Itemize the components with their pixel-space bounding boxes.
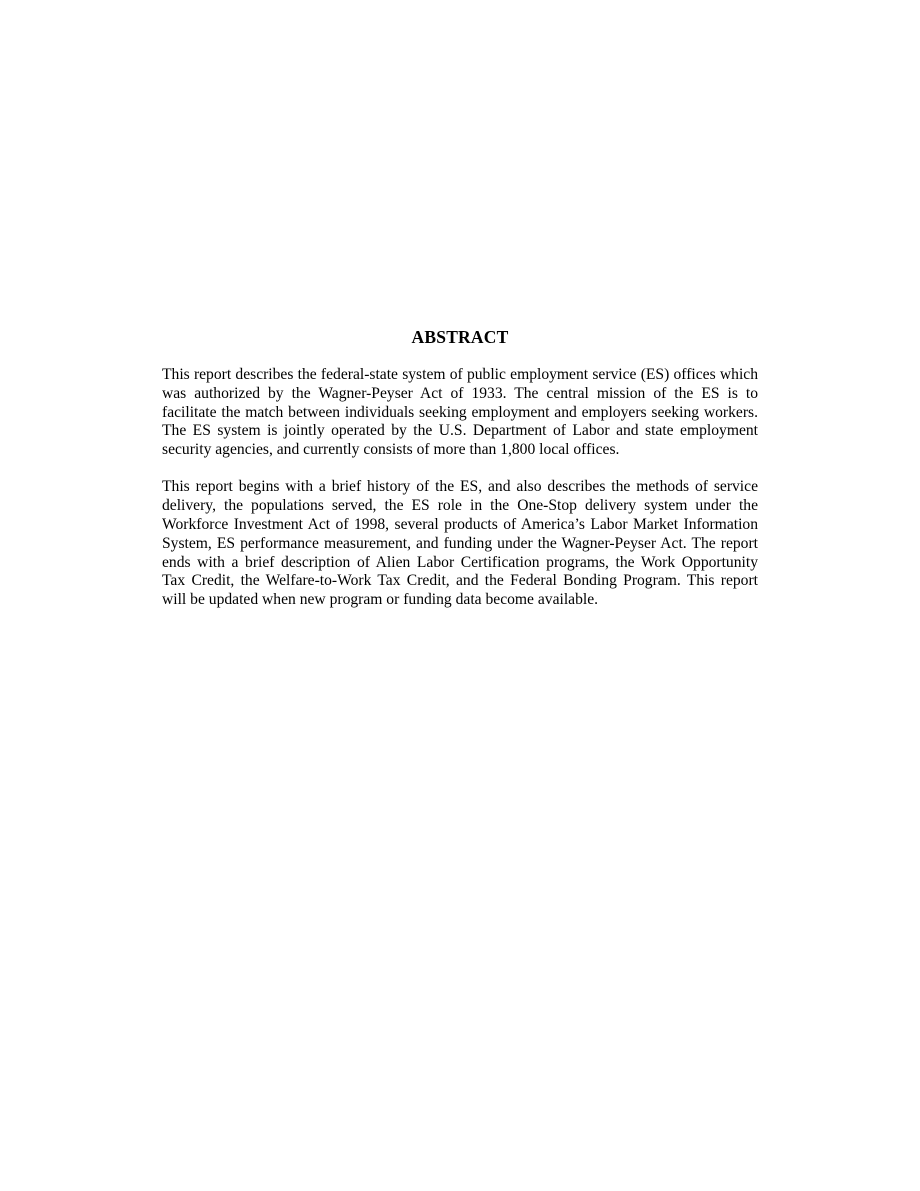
paragraph-line: This report begins with a brief history of the ES, and also describes the methods of service [162, 478, 758, 496]
paragraph-line: ends with a brief description of Alien Labor Certification programs, the Work Opportunity [162, 553, 758, 571]
paragraph-line: security agencies, and currently consists of more than 1,800 local offices. [162, 441, 620, 459]
paragraph-line: Workforce Investment Act of 1998, several products of America’s Labor Market Information [162, 516, 758, 534]
abstract-paragraph-2 [162, 478, 758, 610]
paragraph-line: will be updated when new program or funding data become available. [162, 591, 599, 609]
abstract-paragraph-1 [162, 366, 758, 460]
paragraph-spacer [162, 460, 758, 479]
abstract-title: ABSTRACT [411, 327, 509, 347]
paragraph-line: was authorized by the Wagner-Peyser Act of 1933. The central mission of the ES is to [162, 384, 758, 402]
paragraph-line: Tax Credit, the Welfare-to-Work Tax Credit, and the Federal Bonding Program. This report [162, 572, 758, 590]
paragraph-line: delivery, the populations served, the ES role in the One-Stop delivery system under the [162, 497, 758, 515]
paragraph-line: facilitate the match between individuals seeking employment and employers seeking workers. [162, 403, 758, 421]
paragraph-line: System, ES performance measurement, and funding under the Wagner-Peyser Act. The report [162, 534, 758, 552]
paragraph-line: The ES system is jointly operated by the U.S. Department of Labor and state employment [162, 422, 758, 440]
abstract-section [162, 326, 758, 610]
paragraph-line: This report describes the federal-state system of public employment service (ES) offices which [162, 366, 758, 383]
